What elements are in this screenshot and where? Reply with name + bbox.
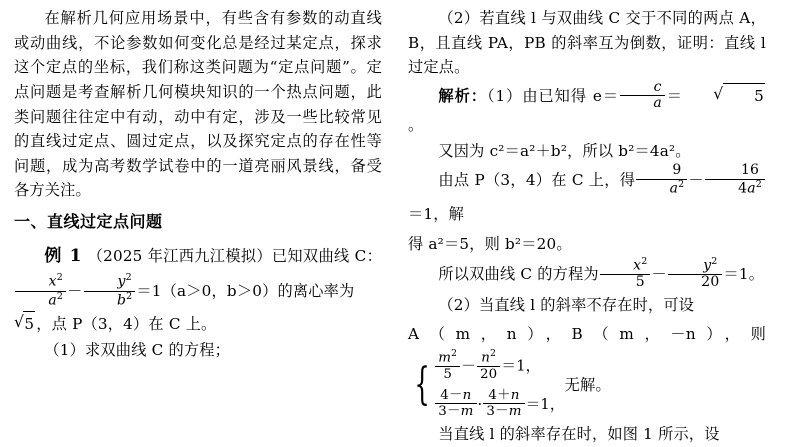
solution-line-7-end: 无解。	[564, 376, 611, 395]
fraction-c-a	[620, 80, 665, 112]
case-row-2-end: ＝1，	[525, 395, 565, 413]
fraction-9-a2: $\frac{9}{a^2}$	[636, 163, 687, 197]
solution-line-4: 得 a²＝5，则 b²＝20。	[408, 235, 572, 254]
question-2: （2）若直线 l 与双曲线 C 交于不同的两点 A，B，且直线 PA，PB 的斜率互为倒数，证明：直线 l 过定点。	[408, 9, 766, 77]
solution-line-6: （2）当直线 l 的斜率不存在时，可设	[438, 295, 695, 314]
example-continuation	[14, 311, 382, 337]
sqrt-5-ecc-radicand: 5	[723, 83, 765, 109]
fraction-16-4a2: $\frac{16}{4a^2}$	[705, 163, 765, 197]
solution-label: 解析：	[438, 87, 487, 106]
solution-line-1-end: 。	[408, 116, 424, 135]
example-condition: （a＞0，b＞0）	[161, 282, 278, 301]
sqrt-5-radicand: 5	[23, 311, 35, 337]
example-text-2: 的离心率为	[277, 282, 355, 301]
solution-line-1-suffix: ＝	[665, 87, 683, 106]
section-heading: 一、直线过定点问题	[14, 212, 163, 231]
example-text-3: ，点 P（3，4）在 C 上。	[36, 315, 217, 334]
example-text-1: 已知双曲线 C：	[271, 246, 382, 265]
solution-line-3-prefix: 由点 P（3，4）在 C 上，得	[438, 171, 636, 190]
solution-line-3: 由点 P（3，4）在 C 上，得 $\frac{9}{a^2}$ － $\frac{16}{4a^2}$ ＝1，解	[408, 164, 766, 231]
fraction-y2-b2: $\frac{y^2}{b^2}$	[84, 273, 136, 309]
fraction-y2-20: $\frac{y^2}{20}$	[668, 257, 723, 291]
solution-line-5-end: ＝1。	[723, 264, 765, 283]
case-row-2: $\frac{4-n}{3-m}$ · $\frac{4+n}{3-m}$ ＝1，	[434, 389, 564, 421]
left-column	[14, 6, 390, 429]
right-column	[390, 6, 766, 444]
sqrt-5-ecc	[683, 83, 765, 109]
example-source: （2025 年江西九江模拟）	[87, 246, 272, 265]
case-row-1-end: ＝1，	[501, 357, 541, 375]
fraction-m2-5: $\frac{m^2}{5}$	[435, 349, 460, 382]
solution-line-8: 当直线 l 的斜率存在时，如图 1 所示，设	[438, 425, 720, 444]
solution-line-2: 又因为 c²＝a²＋b²，所以 b²＝4a²。	[438, 141, 691, 160]
fraction-n2-20: $\frac{n^2}{20}$	[477, 349, 500, 382]
var-b: b	[116, 292, 127, 309]
sqrt-5	[14, 311, 35, 337]
var-a: a	[48, 292, 57, 309]
fraction-4-n-3-m: $\frac{4-n}{3-m}$	[435, 388, 476, 419]
solution-line-1-prefix: （1）由已知得 e＝	[486, 87, 620, 106]
solution-line-3-mid: ＝1，解	[408, 205, 465, 224]
fraction-x2-a2: $\frac{x^2}{a^2}$	[15, 273, 66, 309]
var-a-den: a	[653, 95, 662, 112]
example-paragraph: 例 1 （2025 年江西九江模拟）已知双曲线 C： $\frac{x^2}{a^2}$ － $\frac{y^2}{b^2}$ ＝1（a＞0，b＞0）的离心率为	[14, 238, 382, 310]
left-brace: {	[414, 359, 430, 411]
var-c: c	[653, 78, 662, 95]
fraction-4-plus-n-3-m: $\frac{4+n}{3-m}$	[483, 388, 524, 419]
example-label: 例 1	[44, 245, 83, 266]
solution-line-5-prefix: 所以双曲线 C 的方程为	[438, 264, 599, 283]
cases-system	[408, 350, 565, 420]
solution-line-1	[408, 78, 766, 138]
intro-paragraph: 在解析几何应用场景中，有些含有参数的动直线或动曲线，不论参数如何变化总是经过某定点，探求这个定点的坐标，我们称这类问题为“定点问题”。定点问题是考查解析几何模块知识的一个热点问题，此类问题往往定中有动，动中有定，涉及一些比较常见的直线过定点、圆过定点，以及探究定点的存在性等问题，成为高考数学试卷中的一道亮丽风景线，备受各方关注。	[14, 9, 382, 200]
solution-line-7-prefix: A（m，n），B（m，－n），则	[408, 325, 766, 344]
fraction-x2-5: $\frac{x^2}{5}$	[600, 257, 651, 291]
question-1: （1）求双曲线 C 的方程；	[44, 340, 231, 359]
solution-line-5: 所以双曲线 C 的方程为 $\frac{x^2}{5}$ － $\frac{y^2}{20}$ ＝1。	[438, 255, 765, 290]
solution-line-7	[408, 318, 766, 421]
case-row-1: $\frac{m^2}{5}$ － $\frac{n^2}{20}$ ＝1，	[434, 350, 564, 383]
